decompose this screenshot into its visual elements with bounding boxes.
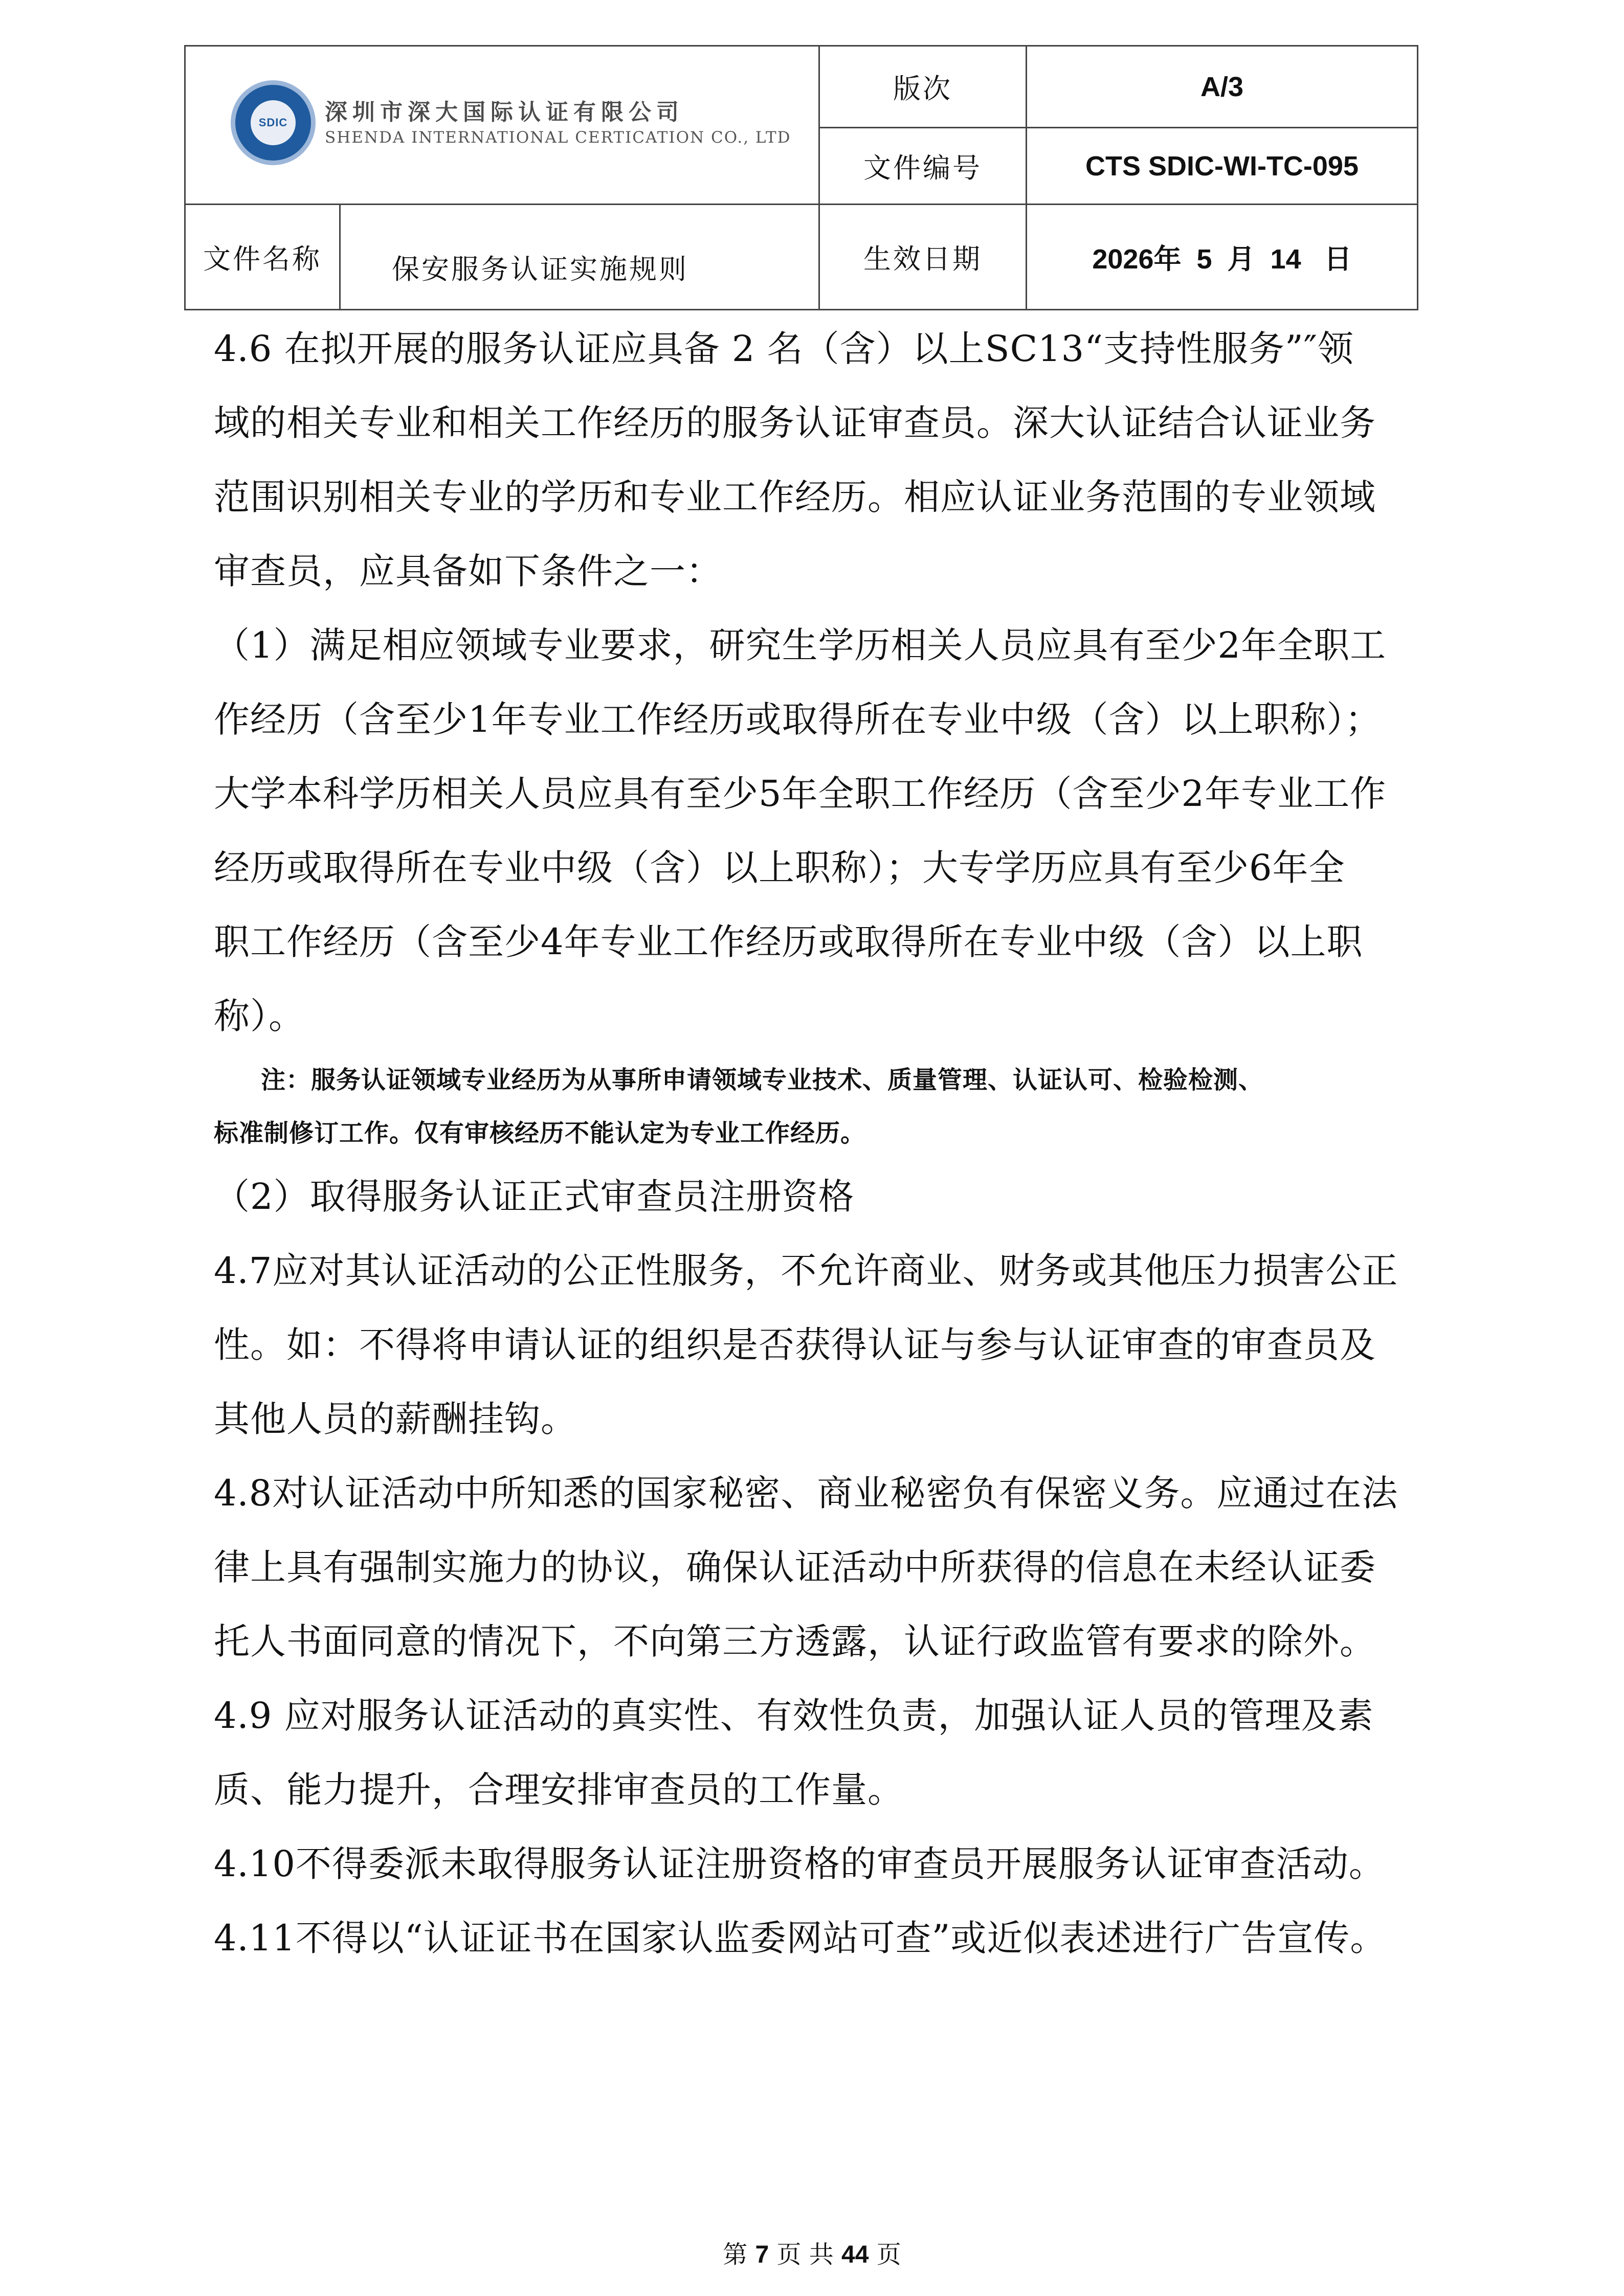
body-line: 其他人员的薪酬挂钩。 xyxy=(214,1398,577,1440)
body-line: 4.11不得以“认证证书在国家认监委网站可查”或近似表述进行广告宣传。 xyxy=(214,1917,1387,1959)
body-line: 4.10不得委派未取得服务认证注册资格的审查员开展服务认证审查活动。 xyxy=(214,1843,1385,1885)
doc-name-row xyxy=(185,205,819,310)
body-line: 质、能力提升，合理安排审查员的工作量。 xyxy=(214,1769,904,1811)
effective-date-label: 生效日期 xyxy=(819,205,1027,310)
page-total: 44 xyxy=(841,2241,869,2268)
body-line: 4.6 在拟开展的服务认证应具备 2 名（含）以上SC13“支持性服务”″领 xyxy=(214,328,1354,370)
footer-middle: 页 共 xyxy=(776,2240,834,2269)
body-line: （1）满足相应领域专业要求，研究生学历相关人员应具有至少2年全职工 xyxy=(214,624,1387,666)
body-line: 经历或取得所在专业中级（含）以上职称）；大专学历应具有至少6年全 xyxy=(214,847,1345,889)
version-value: A/3 xyxy=(1027,46,1418,128)
body-line: （2）取得服务认证正式审查员注册资格 xyxy=(214,1176,855,1218)
body-line: 称）。 xyxy=(214,995,305,1037)
body-line: 4.7应对其认证活动的公正性服务，不允许商业、财务或其他压力损害公正 xyxy=(214,1250,1398,1292)
document-body xyxy=(214,312,1452,1975)
body-line: 审查员，应具备如下条件之一： xyxy=(214,550,722,592)
body-line: 律上具有强制实施力的协议，确保认证活动中所获得的信息在未经认证委 xyxy=(214,1546,1376,1588)
page-footer xyxy=(0,2235,1624,2270)
doc-number-label: 文件编号 xyxy=(819,128,1027,205)
version-label: 版次 xyxy=(819,46,1027,128)
company-name-en: SHENDA INTERNATIONAL CERTICATION CO., LTD xyxy=(325,128,791,147)
page-number: 7 xyxy=(755,2241,769,2268)
body-line: 域的相关专业和相关工作经历的服务认证审查员。深大认证结合认证业务 xyxy=(214,402,1376,444)
effective-date-value: 2026年 5 月 14 日 xyxy=(1027,205,1418,310)
footer-prefix: 第 xyxy=(723,2240,748,2269)
doc-number-value: CTS SDIC-WI-TC-095 xyxy=(1027,128,1418,205)
body-line: 性。如：不得将申请认证的组织是否获得认证与参与认证审查的审查员及 xyxy=(214,1324,1376,1366)
company-logo-cell xyxy=(185,46,819,205)
body-line: 范围识别相关专业的学历和专业工作经历。相应认证业务范围的专业领域 xyxy=(214,476,1376,518)
footer-suffix: 页 xyxy=(876,2240,901,2269)
doc-name-label: 文件名称 xyxy=(186,205,341,309)
doc-name-value: 保安服务认证实施规则 xyxy=(392,253,688,285)
body-line: 职工作经历（含至少4年专业工作经历或取得所在专业中级（含）以上职 xyxy=(214,921,1363,963)
company-logo-icon xyxy=(231,80,316,165)
body-line: 大学本科学历相关人员应具有至少5年全职工作经历（含至少2年专业工作 xyxy=(214,773,1387,815)
body-line: 4.8对认证活动中所知悉的国家秘密、商业秘密负有保密义务。应通过在法 xyxy=(214,1472,1398,1514)
note-line: 注：服务认证领域专业经历为从事所申请领域专业技术、质量管理、认证认可、检验检测、 xyxy=(261,1066,1264,1094)
logo-text: SDIC xyxy=(258,116,288,129)
body-line: 托人书面同意的情况下，不向第三方透露，认证行政监管有要求的除外。 xyxy=(214,1620,1376,1662)
company-name-cn: 深圳市深大国际认证有限公司 xyxy=(325,99,684,125)
document-header-table xyxy=(184,45,1418,310)
note-line: 标准制修订工作。仅有审核经历不能认定为专业工作经历。 xyxy=(214,1119,866,1147)
body-line: 作经历（含至少1年专业工作经历或取得所在专业中级（含）以上职称）； xyxy=(214,699,1382,740)
body-line: 4.9 应对服务认证活动的真实性、有效性负责，加强认证人员的管理及素 xyxy=(214,1695,1374,1737)
